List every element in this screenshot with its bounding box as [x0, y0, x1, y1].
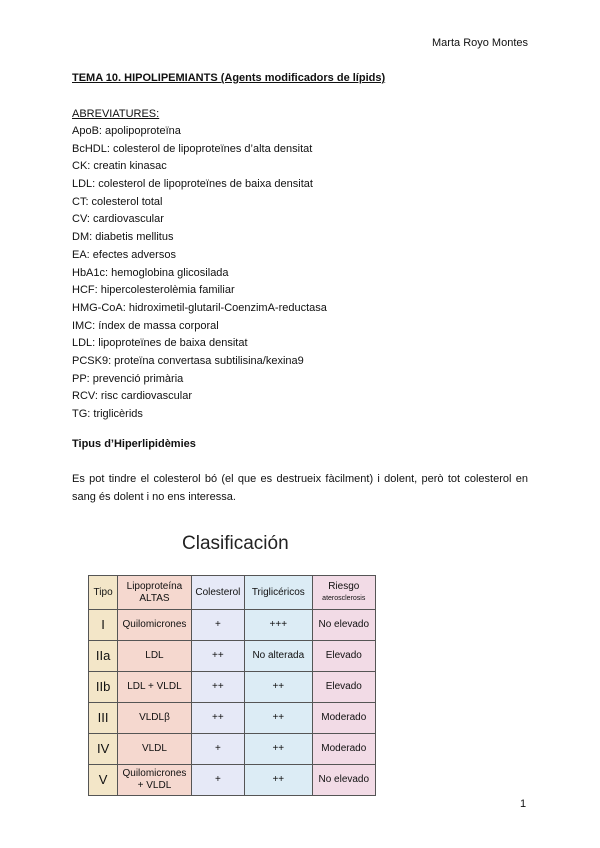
- cell-tipo: I: [89, 610, 118, 641]
- table-row: [89, 610, 376, 641]
- header-trigliceridos: Triglicéricos: [245, 576, 312, 610]
- cell-tg: ++: [245, 734, 312, 765]
- cell-tipo: IV: [89, 734, 118, 765]
- cell-col: +: [191, 610, 244, 641]
- abbreviation-item: DM: diabetis mellitus: [72, 231, 174, 244]
- cell-tg: ++: [245, 703, 312, 734]
- cell-riesgo: No elevado: [312, 765, 375, 796]
- cell-col: +: [191, 765, 244, 796]
- cell-tipo: V: [89, 765, 118, 796]
- table-row: [89, 672, 376, 703]
- cell-col: +: [191, 734, 244, 765]
- abbreviation-item: CV: cardiovascular: [72, 213, 164, 226]
- cell-tipo: IIa: [89, 641, 118, 672]
- header-riesgo: [312, 576, 375, 610]
- cell-riesgo: Moderado: [312, 703, 375, 734]
- cell-lipo: VLDLβ: [118, 703, 192, 734]
- cell-lipo: LDL + VLDL: [118, 672, 192, 703]
- cell-lipo: LDL: [118, 641, 192, 672]
- cell-riesgo: Moderado: [312, 734, 375, 765]
- abbreviation-item: LDL: lipoproteïnes de baixa densitat: [72, 337, 248, 350]
- abbreviation-item: IMC: índex de massa corporal: [72, 319, 219, 332]
- abbreviation-item: ApoB: apolipoproteïna: [72, 125, 181, 137]
- abbreviation-item: HbA1c: hemoglobina glicosilada: [72, 266, 229, 279]
- abbreviation-item: CK: creatin kinasac: [72, 160, 167, 173]
- cell-tg: ++: [245, 765, 312, 796]
- header-riesgo-label: Riesgo: [328, 580, 360, 592]
- abbreviation-item: EA: efectes adversos: [72, 248, 176, 261]
- abbreviation-item: RCV: risc cardiovascular: [72, 390, 193, 403]
- table-row: [89, 641, 376, 672]
- abbreviation-item: HMG-CoA: hidroximetil-glutaril-CoenzimA-reductasa: [72, 301, 327, 314]
- cell-tipo: III: [89, 703, 118, 734]
- body-paragraph: Es pot tindre el colesterol bó (el que es destrueix fàcilment) i dolent, però tot colesterol en sang és dolent i no ens interessa.: [72, 473, 528, 503]
- abbreviations-heading: ABREVIATURES:: [72, 108, 160, 120]
- table-row: [89, 734, 376, 765]
- cell-tg: ++: [245, 672, 312, 703]
- cell-lipo: VLDL: [118, 734, 192, 765]
- document-title: TEMA 10. HIPOLIPEMIANTS (Agents modificadors de lípids): [72, 72, 386, 84]
- cell-col: ++: [191, 641, 244, 672]
- abbreviation-item: CT: colesterol total: [72, 195, 163, 208]
- abbreviation-item: PP: prevenció primària: [72, 372, 184, 385]
- table-row: [89, 703, 376, 734]
- section-title: Tipus d’Hiperlipidèmies: [72, 438, 196, 450]
- figure-title: Clasificación: [182, 533, 289, 554]
- table-row: [89, 765, 376, 796]
- table-header-row: [89, 576, 376, 610]
- author-name: Marta Royo Montes: [432, 37, 528, 49]
- cell-riesgo: Elevado: [312, 672, 375, 703]
- header-lipoproteina: Lipoproteína ALTAS: [118, 576, 192, 610]
- abbreviation-item: PCSK9: proteïna convertasa subtilisina/kexina9: [72, 354, 304, 367]
- cell-riesgo: Elevado: [312, 641, 375, 672]
- cell-lipo: Quilomicrones: [118, 610, 192, 641]
- abbreviations-list: [72, 123, 327, 424]
- header-tipo: Tipo: [89, 576, 118, 610]
- abbreviation-item: HCF: hipercolesterolèmia familiar: [72, 284, 235, 297]
- cell-tg: +++: [245, 610, 312, 641]
- abbreviation-item: TG: triglicèrids: [72, 408, 143, 420]
- cell-riesgo: No elevado: [312, 610, 375, 641]
- cell-lipo: Quilomicrones + VLDL: [118, 765, 192, 796]
- page-number: 1: [520, 798, 527, 810]
- cell-tipo: IIb: [89, 672, 118, 703]
- header-colesterol: Colesterol: [191, 576, 244, 610]
- abbreviation-item: BcHDL: colesterol de lipoproteïnes d’alta densitat: [72, 142, 313, 155]
- header-riesgo-sub: aterosclerosis: [322, 594, 366, 602]
- cell-tg: No alterada: [245, 641, 312, 672]
- abbreviation-item: LDL: colesterol de lipoproteïnes de baixa densitat: [72, 178, 313, 191]
- cell-col: ++: [191, 672, 244, 703]
- classification-table: [88, 575, 376, 796]
- cell-col: ++: [191, 703, 244, 734]
